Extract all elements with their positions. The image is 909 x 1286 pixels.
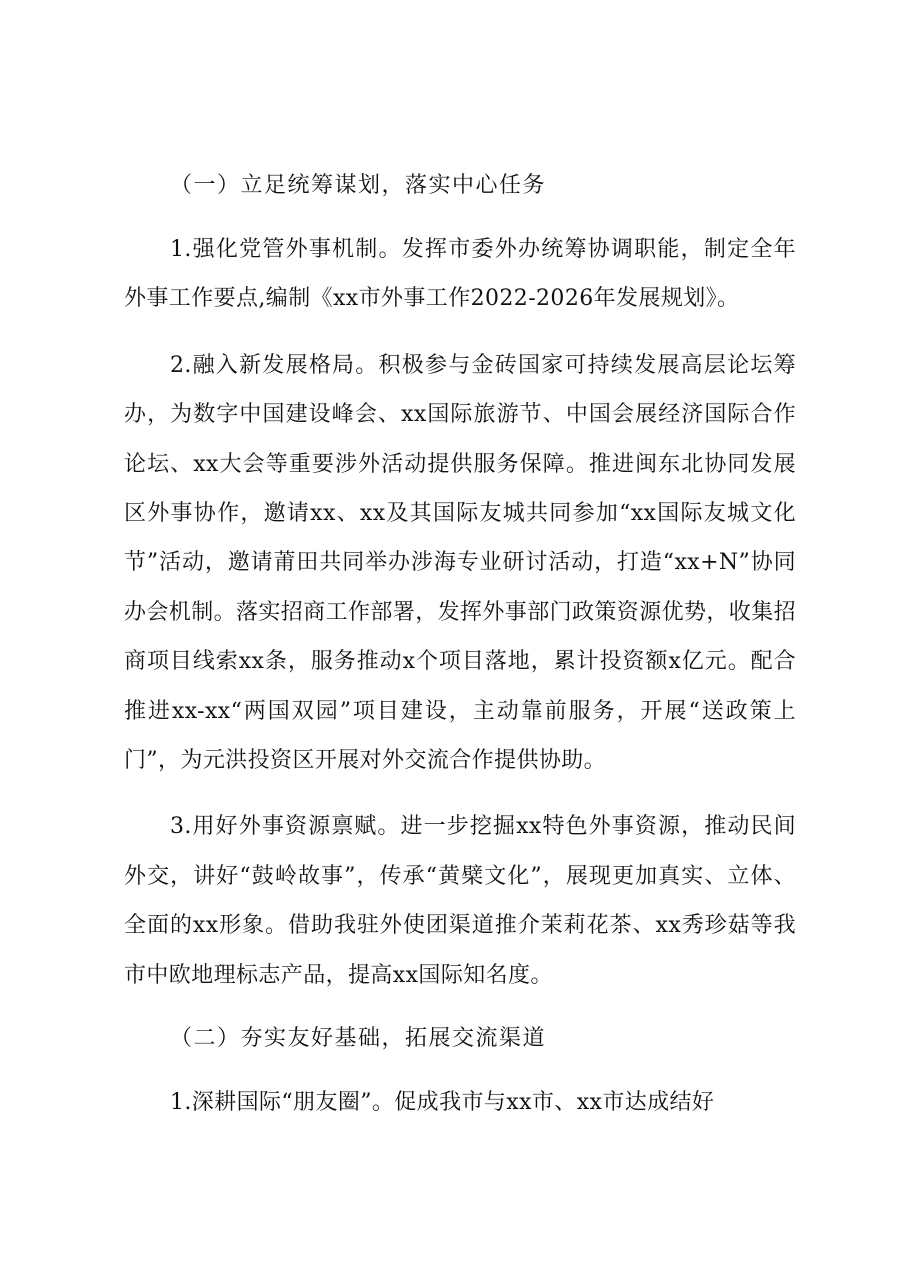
- section-heading-2: （二）夯实友好基础，拓展交流渠道: [170, 1026, 547, 1052]
- paragraph-1-3: 3.用好外事资源禀赋。进一步挖掘xx特色外事资源，推动民间外交，讲好“鼓岭故事”，传承“黄檗文化”，展现更加真实、立体、全面的xx形象。借助我驻外使团渠道推介茉莉花茶、xx秀珍菇等我市中欧地理标志产品，提高xx国际知名度。: [124, 814, 796, 988]
- section-heading-1: （一）立足统筹谋划，落实中心任务: [170, 173, 547, 198]
- paragraph-1-2: 2.融入新发展格局。积极参与金砖国家可持续发展高层论坛筹办，为数字中国建设峰会、xx国际旅游节、中国会展经济国际合作论坛、xx大会等重要涉外活动提供服务保障。推进闽东北协同发展区外事协作，邀请xx、xx及其国际友城共同参加“xx国际友城文化节”活动，邀请莆田共同举办涉海专业研讨活动，打造“xx+N”协同办会机制。落实招商工作部署，发挥外事部门政策资源优势，收集招商项目线索xx条，服务推动x个项目落地，累计投资额x亿元。配合推进xx-xx“两国双园”项目建设，主动靠前服务，开展“送政策上门”，为元洪投资区开展对外交流合作提供协助。: [124, 352, 797, 774]
- paragraph-1-1: 1.强化党管外事机制。发挥市委外办统筹协调职能，制定全年外事工作要点,编制《xx市外事工作2022-2026年发展规划》。: [124, 237, 796, 312]
- document-body: [124, 164, 796, 1144]
- paragraph-2-1: 1.深耕国际“朋友圈”。促成我市与xx市、xx市达成结好: [170, 1090, 715, 1116]
